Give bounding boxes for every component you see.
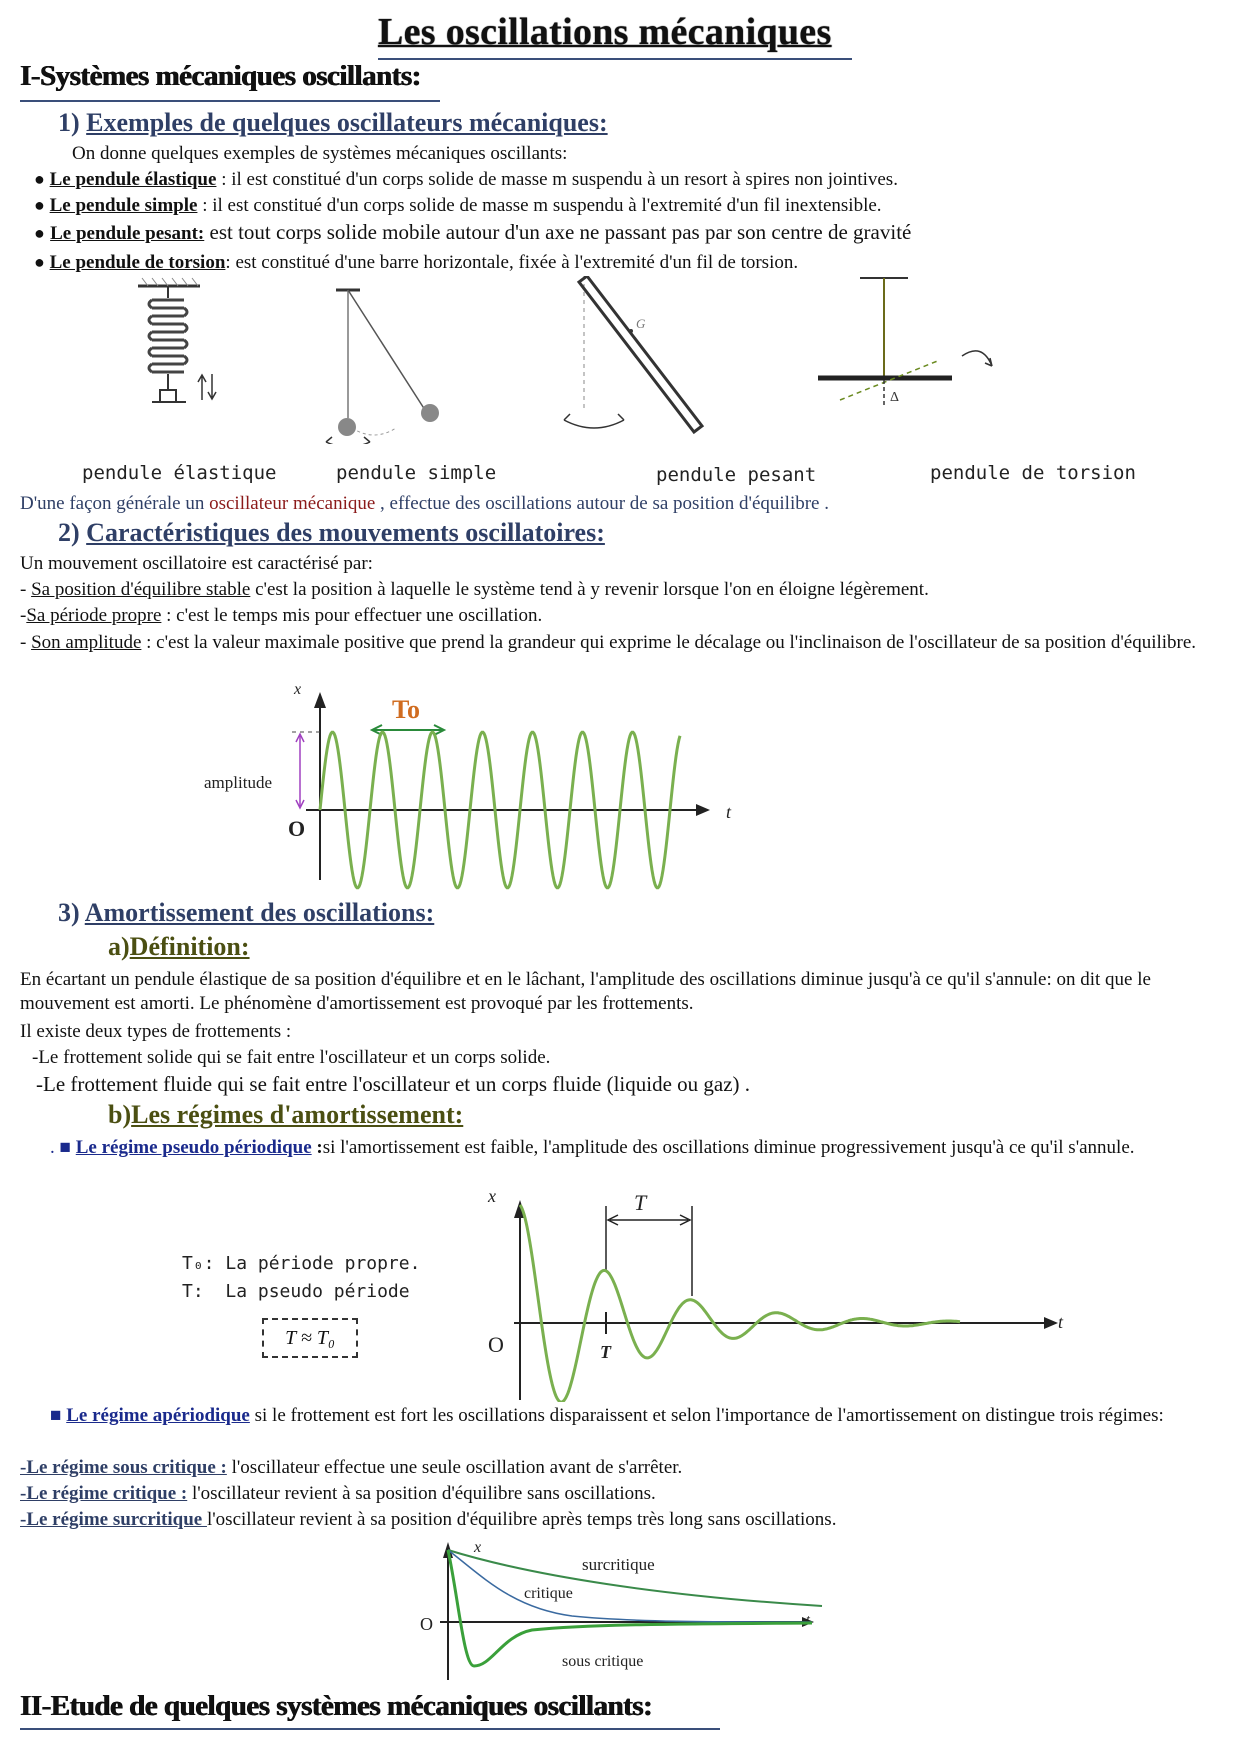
legend-t0-text: La période propre. bbox=[225, 1253, 421, 1274]
bullet-text: il est constitué d'un corps solide de masse m suspendu à un resort à spires non jointives. bbox=[231, 169, 898, 190]
aperiodic-paragraph bbox=[20, 1404, 1220, 1428]
label-pendule-simple: pendule simple bbox=[336, 462, 497, 484]
subsection-1-title bbox=[58, 108, 608, 138]
bullet-text: est constitué d'une barre horizontale, fixée à l'extremité d'un fil de torsion. bbox=[235, 252, 799, 273]
pseudo-colon: : bbox=[311, 1137, 323, 1158]
intro-text: On donne quelques exemples de systèmes mécaniques oscillants: bbox=[72, 143, 568, 164]
torsion-axis-label: Δ bbox=[890, 390, 900, 405]
regime-text: l'oscillateur revient à sa position d'équilibre après temps très long sans oscillations. bbox=[206, 1509, 837, 1530]
bullet-dot: ● bbox=[34, 223, 45, 243]
graph2-T-axis: T bbox=[600, 1342, 611, 1362]
regimes-heading: Les régimes d'amortissement: bbox=[131, 1100, 464, 1129]
pseudo-periodic-graph bbox=[474, 1186, 1074, 1402]
graph3-x-label: x bbox=[474, 1539, 482, 1556]
bullet-term: Le pendule de torsion bbox=[49, 252, 226, 273]
center-of-gravity-label: G bbox=[636, 316, 646, 331]
bullet-torsion bbox=[34, 250, 798, 275]
item-text: : c'est la valeur maximale positive que prend la grandeur qui exprime le décalage ou l'inclinaison de l'oscillateur de sa position d'équilibre. bbox=[141, 632, 1197, 653]
friction-solid: -Le frottement solide qui se fait entre l'oscillateur et un corps solide. bbox=[32, 1047, 551, 1068]
subsection-3-number: 3) bbox=[58, 898, 80, 927]
friction-fluid: -Le frottement fluide qui se fait entre l'oscillateur et un corps fluide (liquide ou gaz) . bbox=[36, 1072, 751, 1096]
bullet-elastique bbox=[34, 167, 898, 192]
bullet-text: il est constitué d'un corps solide de masse m suspendu à l'extremité d'un fil inextensible. bbox=[212, 195, 882, 216]
section-2-rule bbox=[20, 1728, 720, 1730]
item-prefix: - bbox=[20, 579, 32, 600]
general-part-a: D'une façon générale un bbox=[20, 493, 210, 514]
characteristic-amplitude bbox=[20, 631, 1220, 655]
bullet-simple bbox=[34, 193, 882, 218]
definition-paragraph: En écartant un pendule élastique de sa position d'équilibre et en le lâchant, l'amplitude des oscillations diminue jusqu'à ce qu'il s'annule: on dit que le mouvement est amorti. Le phénomène d'amortissement est provoqué par les frottements. bbox=[20, 969, 1151, 1014]
approx-box: T ≈ T₀ bbox=[262, 1318, 358, 1358]
legend-t-text: La pseudo période bbox=[225, 1281, 410, 1302]
graph2-origin-label: O bbox=[488, 1332, 504, 1357]
graph3-origin-label: O bbox=[420, 1614, 433, 1634]
pseudo-legend bbox=[182, 1250, 420, 1306]
general-keyword: oscillateur mécanique bbox=[209, 493, 376, 514]
pendulum-figures bbox=[90, 276, 1150, 444]
label-pendule-torsion: pendule de torsion bbox=[930, 462, 1136, 484]
aperiodic-term: Le régime apériodique bbox=[66, 1405, 250, 1426]
subsection-2-heading: Caractéristiques des mouvements oscillatoires: bbox=[86, 518, 605, 547]
graph2-t-label: t bbox=[1058, 1312, 1064, 1332]
document-title: Les oscillations mécaniques bbox=[378, 11, 832, 53]
bullet-pesant bbox=[34, 220, 911, 246]
undamped-oscillation-graph bbox=[196, 680, 746, 892]
regime-term: -Le régime critique : bbox=[20, 1483, 188, 1504]
aperiodic-bullet: ■ bbox=[50, 1405, 67, 1426]
item-prefix: - bbox=[20, 632, 32, 653]
graph1-amplitude-label: amplitude bbox=[204, 773, 272, 792]
bullet-term: Le pendule pesant: bbox=[50, 223, 205, 244]
item-term: Son amplitude bbox=[31, 632, 142, 653]
pseudo-periodic-paragraph bbox=[20, 1136, 1220, 1160]
legend-t-symbol: T: bbox=[182, 1281, 204, 1302]
general-sentence bbox=[20, 492, 829, 516]
graph1-x-arrow bbox=[314, 692, 326, 708]
subsection-1-heading: Exemples de quelques oscillateurs mécaniques: bbox=[86, 108, 608, 137]
legend-row-t bbox=[182, 1278, 420, 1306]
subsection-1-number: 1) bbox=[58, 108, 80, 137]
subsection-3-title bbox=[58, 898, 434, 928]
aperiodic-regimes-graph bbox=[412, 1536, 832, 1682]
definition-title bbox=[108, 932, 250, 962]
friction-types-intro: Il existe deux types de frottements : bbox=[20, 1021, 292, 1042]
graph2-x-label: x bbox=[488, 1186, 496, 1206]
aperiodic-text: si le frottement est fort les oscillations disparaissent et selon l'importance de l'amortissement on distingue trois régimes: bbox=[249, 1405, 1164, 1426]
subsection-3-heading: Amortissement des oscillations: bbox=[84, 898, 435, 927]
definition-number: a) bbox=[108, 932, 130, 961]
regime-term: -Le régime surcritique bbox=[20, 1509, 207, 1530]
item-term: Sa position d'équilibre stable bbox=[31, 579, 251, 600]
characteristic-equilibrium bbox=[20, 578, 929, 602]
legend-row-t0 bbox=[182, 1250, 420, 1278]
regimes-number: b) bbox=[108, 1100, 132, 1129]
regime-surcritique bbox=[20, 1508, 836, 1532]
regime-sous-critique bbox=[20, 1456, 682, 1480]
characteristics-intro: Un mouvement oscillatoire est caractérisé par: bbox=[20, 553, 373, 574]
graph1-period-label: To bbox=[392, 695, 420, 724]
section-1-rule bbox=[20, 100, 440, 102]
graph1-x-label: x bbox=[294, 681, 302, 698]
legend-t0-symbol: T₀: bbox=[182, 1253, 215, 1274]
bullet-sep: : bbox=[197, 195, 213, 216]
graph1-t-arrow bbox=[696, 804, 710, 816]
elastic-pendulum-drawing bbox=[138, 278, 216, 402]
regime-term: -Le régime sous critique : bbox=[20, 1457, 227, 1478]
pseudo-text: si l'amortissement est faible, l'amplitude des oscillations diminue progressivement jusqu'à ce qu'il s'annule. bbox=[322, 1137, 1135, 1158]
label-pendule-pesant: pendule pesant bbox=[656, 464, 817, 486]
section-2-title: II-Etude de quelques systèmes mécaniques oscillants: bbox=[20, 1690, 653, 1722]
bullet-term: Le pendule élastique bbox=[49, 169, 217, 190]
pseudo-bullet: . ■ bbox=[50, 1137, 76, 1158]
label-sous-critique: sous critique bbox=[562, 1653, 644, 1670]
characteristic-period bbox=[20, 604, 542, 628]
regime-critique bbox=[20, 1482, 656, 1506]
general-part-c: , effectue des oscillations autour de sa position d'équilibre . bbox=[375, 493, 829, 514]
item-term: Sa période propre bbox=[26, 605, 162, 626]
bullet-text: est tout corps solide mobile autour d'un axe ne passant pas par son centre de gravité bbox=[209, 220, 912, 244]
graph3-t-label: t bbox=[806, 1613, 810, 1628]
regimes-title bbox=[108, 1100, 463, 1130]
item-text: : c'est le temps mis pour effectuer une oscillation. bbox=[161, 605, 543, 626]
pseudo-term: Le régime pseudo périodique bbox=[75, 1137, 312, 1158]
bullet-dot: ● bbox=[34, 252, 45, 272]
bullet-term: Le pendule simple bbox=[49, 195, 198, 216]
subsection-2-number: 2) bbox=[58, 518, 80, 547]
regime-text: l'oscillateur effectue une seule oscillation avant de s'arrêter. bbox=[226, 1457, 683, 1478]
graph1-t-label: t bbox=[726, 802, 732, 822]
item-prefix: - bbox=[20, 605, 27, 626]
simple-pendulum-drawing bbox=[326, 290, 439, 444]
torsion-pendulum-drawing bbox=[818, 278, 992, 406]
bullet-dot: ● bbox=[34, 169, 45, 189]
label-pendule-elastique: pendule élastique bbox=[82, 462, 277, 484]
subsection-2-title bbox=[58, 518, 605, 548]
bullet-sep: : bbox=[225, 252, 236, 273]
bullet-sep: : bbox=[216, 169, 232, 190]
bullet-dot: ● bbox=[34, 195, 45, 215]
title-underline bbox=[378, 58, 852, 60]
label-surcritique: surcritique bbox=[582, 1555, 655, 1574]
item-text: c'est la position à laquelle le système tend à y revenir lorsque l'on en éloigne légèrement. bbox=[250, 579, 929, 600]
section-1-title: I-Systèmes mécaniques oscillants: bbox=[20, 60, 421, 92]
regime-text: l'oscillateur revient à sa position d'équilibre sans oscillations. bbox=[187, 1483, 656, 1504]
graph1-origin-label: O bbox=[288, 816, 306, 841]
label-critique: critique bbox=[524, 1585, 573, 1602]
graph2-T-top: T bbox=[634, 1190, 647, 1215]
graph2-wave bbox=[520, 1205, 960, 1402]
definition-heading: Définition: bbox=[129, 932, 250, 961]
physical-pendulum-drawing bbox=[564, 276, 702, 432]
